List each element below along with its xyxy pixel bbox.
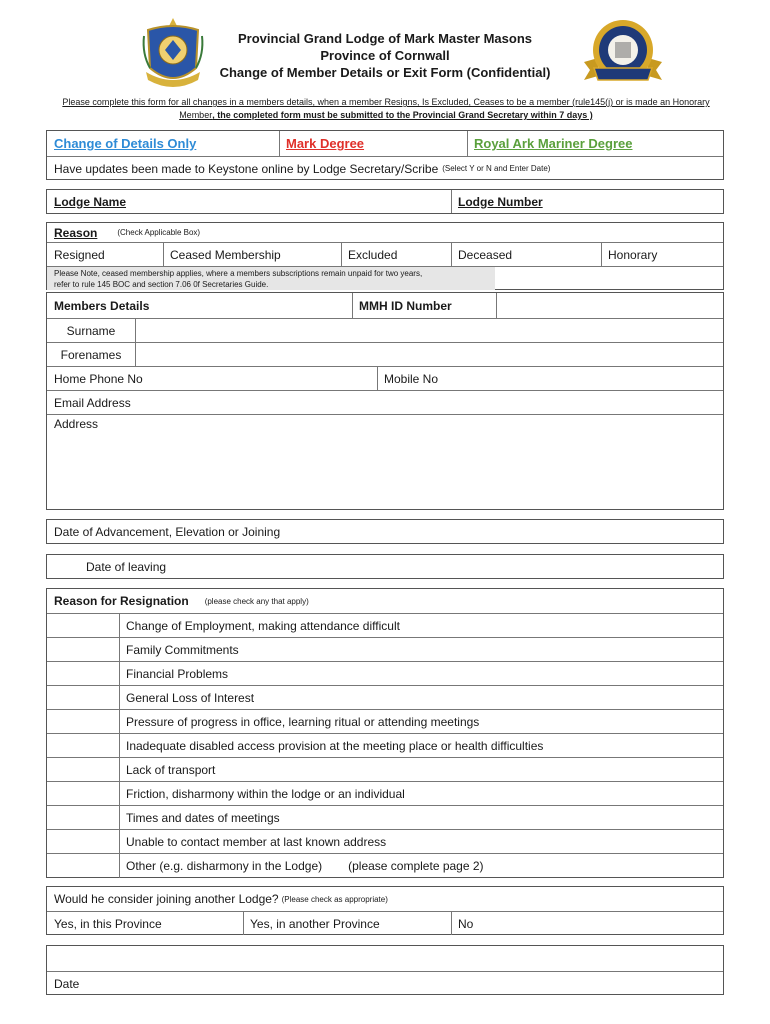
date-of-advancement-field[interactable] <box>46 519 724 544</box>
resignation-reason-label[interactable]: Lack of transport <box>126 762 216 777</box>
degree-row <box>47 131 723 156</box>
resignation-reason-label[interactable]: Pressure of progress in office, learning ritual or attending meetings <box>126 714 480 729</box>
surname-input[interactable] <box>135 319 725 342</box>
join-option-no[interactable]: No <box>458 916 474 931</box>
note-line-1: Please Note, ceased membership applies, where a members subscriptions remain unpaid for two years, <box>54 269 423 278</box>
keystone-row <box>47 156 723 180</box>
resignation-reason-financial-problems <box>47 661 723 685</box>
reason-hint: (Check Applicable Box) <box>117 228 201 237</box>
title-line-1: Provincial Grand Lodge of Mark Master Masons <box>237 31 532 46</box>
keystone-question-text: Have updates been made to Keystone online by Lodge Secretary/Scribe <box>54 161 439 176</box>
form-header <box>0 0 770 95</box>
resignation-reason-label[interactable]: Friction, disharmony within the lodge or an individual <box>126 786 405 801</box>
reason-option-deceased[interactable]: Deceased <box>458 247 513 262</box>
change-of-details-only-option[interactable]: Change of Details Only <box>54 136 197 151</box>
royal-ark-mariner-degree-option[interactable]: Royal Ark Mariner Degree <box>474 136 633 151</box>
form-title <box>200 30 570 81</box>
lodge-name-field[interactable]: Lodge Name <box>54 194 127 209</box>
resignation-reason-lack-of-transport <box>47 757 723 781</box>
join-option-this-province[interactable]: Yes, in this Province <box>54 916 162 931</box>
mmh-id-label: MMH ID Number <box>359 298 452 313</box>
reason-header-row <box>47 223 723 242</box>
title-line-2: Province of Cornwall <box>320 48 450 63</box>
ceased-membership-note <box>47 267 495 290</box>
reason-option-excluded[interactable]: Excluded <box>348 247 398 262</box>
resignation-reason-label[interactable]: Times and dates of meetings <box>126 810 280 825</box>
members-details-label: Members Details <box>54 298 150 313</box>
instructions-text <box>46 96 726 122</box>
reason-section <box>46 222 724 290</box>
members-details-section <box>46 292 724 510</box>
signature-date-section <box>46 945 724 995</box>
join-another-lodge-section <box>46 886 724 935</box>
surname-label: Surname <box>66 323 116 338</box>
signature-input[interactable] <box>47 946 723 971</box>
resignation-reason-label[interactable]: General Loss of Interest <box>126 690 255 705</box>
keystone-question[interactable] <box>47 157 725 180</box>
home-phone-field[interactable]: Home Phone No <box>54 371 143 386</box>
instructions-part-1: Please complete this form for all changes in a members details, when a member Resigns, Is Excluded, Ceases to be a member (rule145(j) or is made an Honorary Member <box>62 97 710 120</box>
instructions-part-2: , the completed form must be submitted to the Provincial Grand Secretary within 7 days ) <box>212 110 593 120</box>
resignation-reason-other <box>47 853 723 878</box>
address-field[interactable]: Address <box>54 417 99 431</box>
other-reason-note: (please complete page 2) <box>348 859 484 873</box>
date-of-leaving-label: Date of leaving <box>86 559 167 574</box>
join-question: Would he consider joining another Lodge? <box>54 892 279 906</box>
resignation-reason-unable-to-contact <box>47 829 723 853</box>
mark-degree-option[interactable]: Mark Degree <box>286 136 365 151</box>
resignation-reason-change-of-employment <box>47 613 723 637</box>
reason-options-row <box>47 242 723 266</box>
resignation-reason-label[interactable]: Family Commitments <box>126 642 239 657</box>
other-reason-label: Other (e.g. disharmony in the Lodge) <box>126 859 323 873</box>
resignation-reason-disabled-access <box>47 733 723 757</box>
resignation-reason-label[interactable]: Unable to contact member at last known address <box>126 834 387 849</box>
resignation-reason-pressure-of-progress <box>47 709 723 733</box>
note-line-2: refer to rule 145 BOC and section 7.06 0f Secretaries Guide. <box>54 280 269 289</box>
reason-note-row <box>47 266 723 290</box>
date-field[interactable]: Date <box>54 976 80 991</box>
mmh-id-input[interactable] <box>496 293 725 318</box>
resignation-reason-label[interactable]: Financial Problems <box>126 666 229 681</box>
date-of-advancement-label: Date of Advancement, Elevation or Joining <box>54 524 281 539</box>
resignation-reason-friction-disharmony <box>47 781 723 805</box>
resignation-reason-label[interactable]: Inadequate disabled access provision at the meeting place or health difficulties <box>126 738 544 753</box>
resignation-reason-times-and-dates <box>47 805 723 829</box>
keystone-hint: (Select Y or N and Enter Date) <box>442 164 551 173</box>
reason-option-resigned[interactable]: Resigned <box>54 247 105 262</box>
title-line-3: Change of Member Details or Exit Form (Confidential) <box>219 65 551 80</box>
province-badge-right-logo <box>582 18 664 90</box>
reason-option-ceased-membership[interactable]: Ceased Membership <box>170 247 281 262</box>
resignation-reasons-section <box>46 588 724 878</box>
join-hint: (Please check as appropriate) <box>281 894 388 904</box>
resignation-reason-label[interactable]: Change of Employment, making attendance difficult <box>126 618 400 633</box>
change-type-section <box>46 130 724 180</box>
resignation-reason-general-loss-of-interest <box>47 685 723 709</box>
date-of-leaving-field[interactable] <box>46 554 724 579</box>
lodge-number-field[interactable]: Lodge Number <box>458 194 543 209</box>
email-field[interactable]: Email Address <box>54 395 131 410</box>
mobile-field[interactable]: Mobile No <box>384 371 439 386</box>
lodge-crest-left-logo <box>140 14 206 92</box>
forenames-input[interactable] <box>135 343 725 366</box>
reason-option-honorary[interactable]: Honorary <box>608 247 658 262</box>
lodge-section <box>46 189 724 214</box>
resignation-hint: (please check any that apply) <box>204 596 309 606</box>
join-option-another-province[interactable]: Yes, in another Province <box>250 916 380 931</box>
resignation-label: Reason for Resignation <box>54 594 189 608</box>
reason-label: Reason <box>54 225 98 240</box>
resignation-reason-family-commitments <box>47 637 723 661</box>
forenames-label: Forenames <box>60 347 122 362</box>
